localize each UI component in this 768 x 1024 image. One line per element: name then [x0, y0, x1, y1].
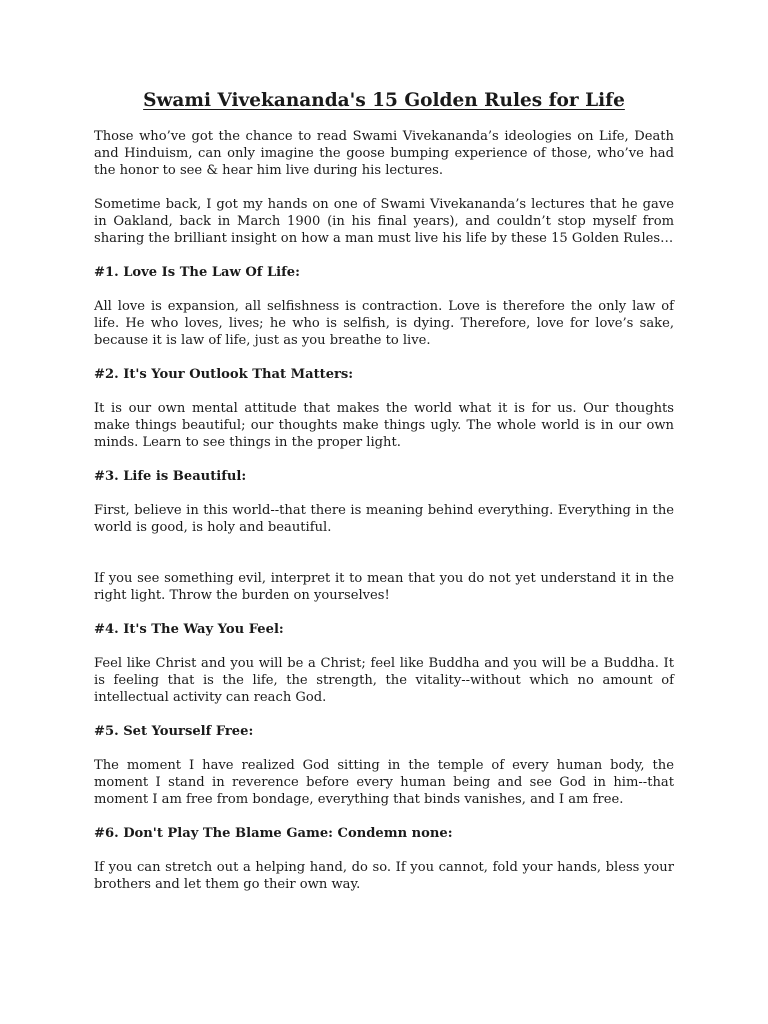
rule-1-paragraph: All love is expansion, all selfishness is contraction. Love is therefore the only law of life. He who loves, lives; he who is selfish, is dying. Therefore, love for love’s sake, because it is law of life, just as you breathe to live.: [94, 299, 674, 348]
rule-5-paragraph: The moment I have realized God sitting in the temple of every human body, the moment I stand in reverence before every human being and see God in him--that moment I am free from bondage, everything that binds vanishes, and I am free.: [94, 758, 674, 807]
rule-5-heading: #5. Set Yourself Free:: [94, 724, 254, 739]
intro-paragraph-1: Those who’ve got the chance to read Swami Vivekananda’s ideologies on Life, Death and Hinduism, can only imagine the goose bumping experience of those, who’ve had the honor to see & hear him live during his lectures.: [94, 129, 674, 178]
rule-4-heading: #4. It's The Way You Feel:: [94, 622, 284, 637]
rule-6-paragraph: If you can stretch out a helping hand, do so. If you cannot, fold your hands, bless your brothers and let them go their own way.: [94, 860, 674, 892]
rule-3-paragraph-2: If you see something evil, interpret it to mean that you do not yet understand it in the right light. Throw the burden on yourselves!: [94, 571, 674, 603]
rule-2-paragraph: It is our own mental attitude that makes the world what it is for us. Our thoughts make things beautiful; our thoughts make things ugly. The whole world is in our own minds. Learn to see things in the proper light.: [94, 401, 674, 450]
rule-4-paragraph: Feel like Christ and you will be a Christ; feel like Buddha and you will be a Buddha. It is feeling that is the life, the strength, the vitality--without which no amount of intellectual activity can reach God.: [94, 656, 674, 705]
rule-3-heading: #3. Life is Beautiful:: [94, 469, 247, 484]
document-title: Swami Vivekananda's 15 Golden Rules for Life: [143, 90, 625, 111]
document-page: [94, 90, 674, 910]
rule-2-heading: #2. It's Your Outlook That Matters:: [94, 367, 354, 382]
rule-3-paragraph-1: First, believe in this world--that there is meaning behind everything. Everything in the world is good, is holy and beautiful.: [94, 503, 674, 535]
rule-1-heading: #1. Love Is The Law Of Life:: [94, 265, 300, 280]
intro-paragraph-2: Sometime back, I got my hands on one of Swami Vivekananda’s lectures that he gave in Oakland, back in March 1900 (in his final years), and couldn’t stop myself from sharing the brilliant insight on how a man must live his life by these 15 Golden Rules…: [94, 197, 674, 246]
rule-6-heading: #6. Don't Play The Blame Game: Condemn none:: [94, 826, 453, 841]
